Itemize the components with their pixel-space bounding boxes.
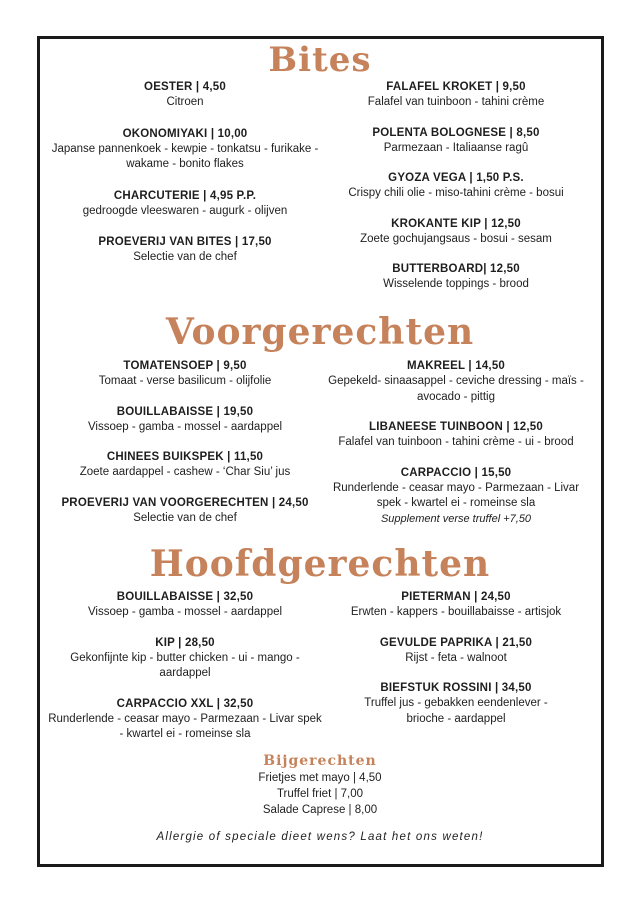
item-supplement-note: Supplement verse truffel +7,50 [380,512,532,525]
menu-item [45,496,325,527]
item-description: Selectie van de chef [133,511,237,524]
item-name: KIP | 28,50 [155,636,215,649]
menu-item [45,189,325,220]
menu-item [318,80,594,111]
item-description: Vissoep - gamba - mossel - aardappel [87,606,283,618]
item-name: OESTER | 4,50 [144,81,226,93]
list-item: Truffel friet | 7,00 [276,788,364,800]
item-name: PROEVERIJ VAN VOORGERECHTEN | 24,50 [61,496,309,509]
item-description: Zoete aardappel - cashew - ‘Char Siu’ jus [79,466,291,478]
menu-item [45,80,325,111]
section-title-bijgerechten: Bijgerechten [263,753,377,769]
item-name: PIETERMAN | 24,50 [401,591,511,603]
menu-item [45,590,325,621]
item-name: MAKREEL | 14,50 [406,360,506,372]
menu-item [45,450,325,481]
item-name: TOMATENSOEP | 9,50 [123,360,247,372]
item-name: GYOZA VEGA | 1,50 P.S. [388,172,524,184]
item-name: CHARCUTERIE | 4,95 P.P. [113,189,257,202]
item-description: Selectie van de chef [133,251,237,263]
item-name: BOUILLABAISSE | 19,50 [116,405,254,418]
item-description: Rijst - feta - walnoot [405,651,507,664]
item-description: Wisselende toppings - brood [383,278,529,290]
item-description: Runderlende - ceasar mayo - Parmezaan - Livar spek - kwartel ei - romeinse sla [332,481,580,509]
menu-item [318,126,594,157]
menu-item [318,217,594,248]
item-name: CARPACCIO | 15,50 [400,466,512,479]
voorgerechten-left-column [45,359,325,526]
item-description: Crispy chili olie - miso-tahini crème - bosui [348,187,564,199]
bites-right-column [318,80,594,293]
menu-item [318,171,594,202]
item-description: Zoete gochujangsaus - bosui - sesam [360,232,552,245]
item-description: Falafel van tuinboon - tahini crème [367,96,545,108]
item-description: Tomaat - verse basilicum - olijfolie [98,375,272,387]
hoofdgerechten-left-column [45,590,325,743]
menu-item [318,420,594,451]
hoofdgerechten-right-column [318,590,594,727]
item-name: BIEFSTUK ROSSINI | 34,50 [380,682,532,694]
menu-item [45,127,325,173]
item-name: FALAFEL KROKET | 9,50 [386,81,526,93]
item-name: LIBANEESE TUINBOON | 12,50 [369,421,543,433]
section-title-hoofdgerechten: Hoofdgerechten [149,543,491,585]
item-description: Runderlende - ceasar mayo - Parmezaan - Livar spek - kwartel ei - romeinse sla [48,712,322,740]
item-name: BOUILLABAISSE | 32,50 [116,591,254,603]
menu-item [45,697,325,743]
section-title-voorgerechten: Voorgerechten [165,311,475,353]
menu-item [45,235,325,266]
menu-item [45,359,325,390]
item-description: Vissoep - gamba - mossel - aardappel [87,420,283,433]
menu-item [318,466,594,527]
side-dishes-list [0,770,640,818]
menu-item [318,359,594,405]
item-name: KROKANTE KIP | 12,50 [391,217,521,230]
item-name: PROEVERIJ VAN BITES | 17,50 [98,236,272,248]
menu-item [45,405,325,436]
item-description: Truffel jus - gebakken eendenlever - brioche - aardappel [364,697,548,725]
item-name: POLENTA BOLOGNESE | 8,50 [372,126,540,139]
menu-item [45,636,325,682]
item-description: Gepekeld- sinaasappel - ceviche dressing - maïs - avocado - pittig [328,375,584,403]
item-description: Citroen [166,96,204,108]
item-description: Japanse pannenkoek - kewpie - tonkatsu - furikake - wakame - bonito flakes [51,142,319,170]
list-item: Frietjes met mayo | 4,50 [258,772,382,784]
list-item: Salade Caprese | 8,00 [262,804,378,816]
item-description: Erwten - kappers - bouillabaisse - artisjok [350,606,562,618]
menu-item [318,590,594,621]
bites-left-column [45,80,325,266]
item-name: GEVULDE PAPRIKA | 21,50 [379,636,533,649]
menu-item [318,636,594,667]
item-name: BUTTERBOARD| 12,50 [392,263,520,275]
item-name: CARPACCIO XXL | 32,50 [116,697,254,710]
menu-item [318,681,594,727]
item-description: Gekonfijnte kip - butter chicken - ui - mango - aardappel [70,651,300,679]
item-description: gedroogde vleeswaren - augurk - olijven [82,204,288,217]
item-description: Parmezaan - Italiaanse ragû [383,141,529,154]
voorgerechten-right-column [318,359,594,527]
menu-item [318,262,594,293]
allergy-footer-note: Allergie of speciale dieet wens? Laat het ons weten! [156,831,484,843]
item-name: CHINEES BUIKSPEK | 11,50 [106,451,264,463]
item-name: OKONOMIYAKI | 10,00 [122,127,248,140]
section-title-bites: Bites [268,40,372,80]
item-description: Falafel van tuinboon - tahini crème - ui - brood [338,436,574,448]
